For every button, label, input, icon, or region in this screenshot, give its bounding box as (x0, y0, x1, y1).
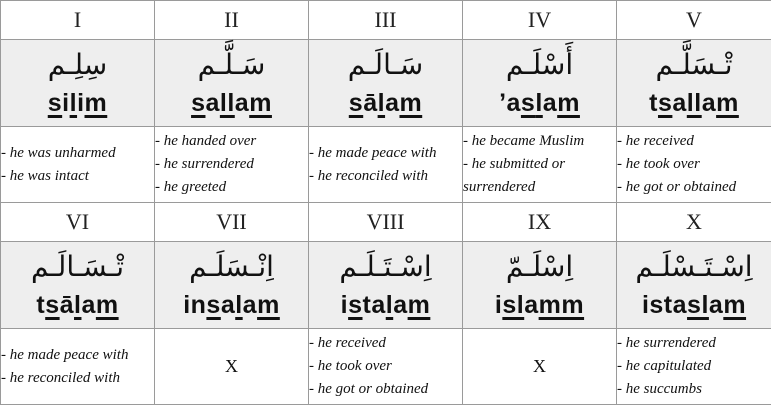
meaning-item: - he surrendered (155, 153, 308, 176)
root-letter: mm (538, 291, 585, 319)
meaning-cell (309, 329, 463, 405)
pattern-letter: t (649, 89, 658, 117)
form-word-cell (463, 242, 617, 329)
transliteration (155, 288, 308, 322)
meaning-item: - he submitted or surrendered (463, 153, 616, 199)
pattern-letter: a (385, 89, 400, 117)
meaning-item: - he reconciled with (1, 367, 154, 390)
root-letter: s (206, 291, 221, 319)
meaning-row (1, 127, 771, 203)
meaning-cell (463, 329, 617, 405)
form-numeral: VII (155, 203, 309, 242)
form-numeral: II (155, 1, 309, 40)
root-letter: s (47, 89, 63, 117)
meaning-item: - he took over (309, 355, 462, 378)
pattern-letter: ā (59, 291, 75, 319)
pattern-letter: ta (362, 291, 386, 319)
pattern-letter: a (672, 89, 687, 117)
arabic-word: سِلِـم (47, 48, 108, 81)
arabic-word: تْـسَـالَـم (30, 250, 125, 283)
root-letter: s (657, 89, 673, 117)
arabic-word: سَـالَـم (347, 48, 424, 81)
root-letter: l (69, 89, 78, 117)
meaning-item: - he got or obtained (617, 176, 771, 199)
pattern-letter: t (36, 291, 46, 319)
root-letter: m (716, 89, 739, 117)
arabic-word: أَسْلَـم (505, 48, 574, 81)
root-letter: l (535, 89, 543, 117)
pattern-letter: a (542, 89, 558, 117)
form-numeral: III (309, 1, 463, 40)
meaning-cell (155, 127, 309, 203)
pattern-letter: a (234, 89, 250, 117)
meaning-item: - he made peace with (309, 142, 462, 165)
meaning-list (1, 344, 154, 390)
form-word-cell (1, 40, 155, 127)
pattern-letter: i (77, 89, 85, 117)
pattern-letter: i (62, 89, 70, 117)
root-letter: l (235, 291, 243, 319)
root-letter: l (377, 89, 386, 117)
form-numeral: IV (463, 1, 617, 40)
root-letter: l (385, 291, 394, 319)
pattern-letter: a (81, 291, 96, 319)
no-meaning-mark: X (533, 356, 546, 376)
meaning-item: - he handed over (155, 130, 308, 153)
pattern-letter: in (183, 291, 207, 319)
form-word-row (1, 242, 771, 329)
form-word-cell (463, 40, 617, 127)
pattern-letter: i (494, 291, 503, 319)
pattern-letter: ā (363, 89, 378, 117)
meaning-item: - he capitulated (617, 355, 771, 378)
meaning-cell (463, 127, 617, 203)
meaning-item: - he reconciled with (309, 165, 462, 188)
meaning-list (1, 142, 154, 188)
transliteration (309, 86, 462, 120)
meaning-list (309, 332, 462, 401)
pattern-letter: a (701, 89, 717, 117)
root-letter: m (723, 291, 747, 319)
form-numeral: X (617, 203, 771, 242)
transliteration (155, 86, 308, 120)
form-word-row (1, 40, 771, 127)
transliteration (309, 288, 462, 322)
meaning-item: - he received (309, 332, 462, 355)
meaning-list (463, 130, 616, 199)
arabic-word: تْـسَلَّـم (655, 48, 733, 81)
pattern-letter: i (340, 291, 349, 319)
meaning-item: - he surrendered (617, 332, 771, 355)
pattern-letter: a (242, 291, 258, 319)
root-letter: m (407, 291, 431, 319)
form-numeral: I (1, 1, 155, 40)
form-number-row (1, 203, 771, 242)
meaning-item: - he got or obtained (309, 378, 462, 401)
meaning-row (1, 329, 771, 405)
transliteration (1, 86, 154, 120)
meaning-list (309, 142, 462, 188)
arabic-word: اِنْـسَلَـم (189, 250, 274, 283)
pattern-letter: a (524, 291, 539, 319)
arabic-word: اِسْـتَـسْلَـم (635, 250, 753, 283)
root-letter: s (520, 89, 536, 117)
root-letter: s (348, 89, 364, 117)
form-word-cell (155, 40, 309, 127)
root-letter: s (191, 89, 206, 117)
root-letter: m (84, 89, 108, 117)
transliteration (463, 288, 616, 322)
transliteration (1, 288, 154, 322)
meaning-cell (617, 329, 771, 405)
meaning-cell (617, 127, 771, 203)
meaning-item: - he made peace with (1, 344, 154, 367)
form-word-cell (155, 242, 309, 329)
root-letter: ll (219, 89, 235, 117)
pattern-letter: a (205, 89, 220, 117)
arabic-word: سَـلَّـم (197, 48, 266, 81)
root-letter: m (249, 89, 272, 117)
meaning-item: - he became Muslim (463, 130, 616, 153)
form-numeral: V (617, 1, 771, 40)
form-word-cell (617, 40, 771, 127)
meaning-item: - he received (617, 130, 771, 153)
root-letter: l (74, 291, 82, 319)
meaning-cell (155, 329, 309, 405)
transliteration (617, 288, 771, 322)
form-word-cell (1, 242, 155, 329)
form-word-cell (309, 40, 463, 127)
root-letter: m (95, 291, 119, 319)
transliteration (617, 86, 771, 120)
transliteration (463, 86, 616, 120)
meaning-item: - he was unharmed (1, 142, 154, 165)
root-letter: sl (502, 291, 525, 319)
form-word-cell (617, 242, 771, 329)
meaning-list (155, 130, 308, 199)
meaning-list (617, 130, 771, 199)
arabic-word: اِسْلَـمّ (505, 250, 574, 283)
arabic-word: اِسْـتَـلَـم (339, 250, 432, 283)
root-letter: m (557, 89, 580, 117)
meaning-list (617, 332, 771, 401)
meaning-item: - he greeted (155, 176, 308, 199)
form-word-cell (309, 242, 463, 329)
pattern-letter: a (220, 291, 236, 319)
root-letter: m (399, 89, 423, 117)
form-number-row (1, 1, 771, 40)
pattern-letter: ’a (499, 89, 521, 117)
meaning-item: - he succumbs (617, 378, 771, 401)
form-numeral: VI (1, 203, 155, 242)
pattern-letter: a (708, 291, 724, 319)
no-meaning-mark: X (225, 356, 238, 376)
root-letter: m (257, 291, 280, 319)
meaning-item: - he took over (617, 153, 771, 176)
meaning-cell (1, 127, 155, 203)
root-letter: ll (686, 89, 702, 117)
root-letter: sl (687, 291, 709, 319)
meaning-item: - he was intact (1, 165, 154, 188)
meaning-cell (1, 329, 155, 405)
form-numeral: VIII (309, 203, 463, 242)
pattern-letter: ista (641, 291, 688, 319)
root-letter: s (45, 291, 60, 319)
root-letter: s (348, 291, 363, 319)
pattern-letter: a (393, 291, 408, 319)
form-numeral: IX (463, 203, 617, 242)
meaning-cell (309, 127, 463, 203)
